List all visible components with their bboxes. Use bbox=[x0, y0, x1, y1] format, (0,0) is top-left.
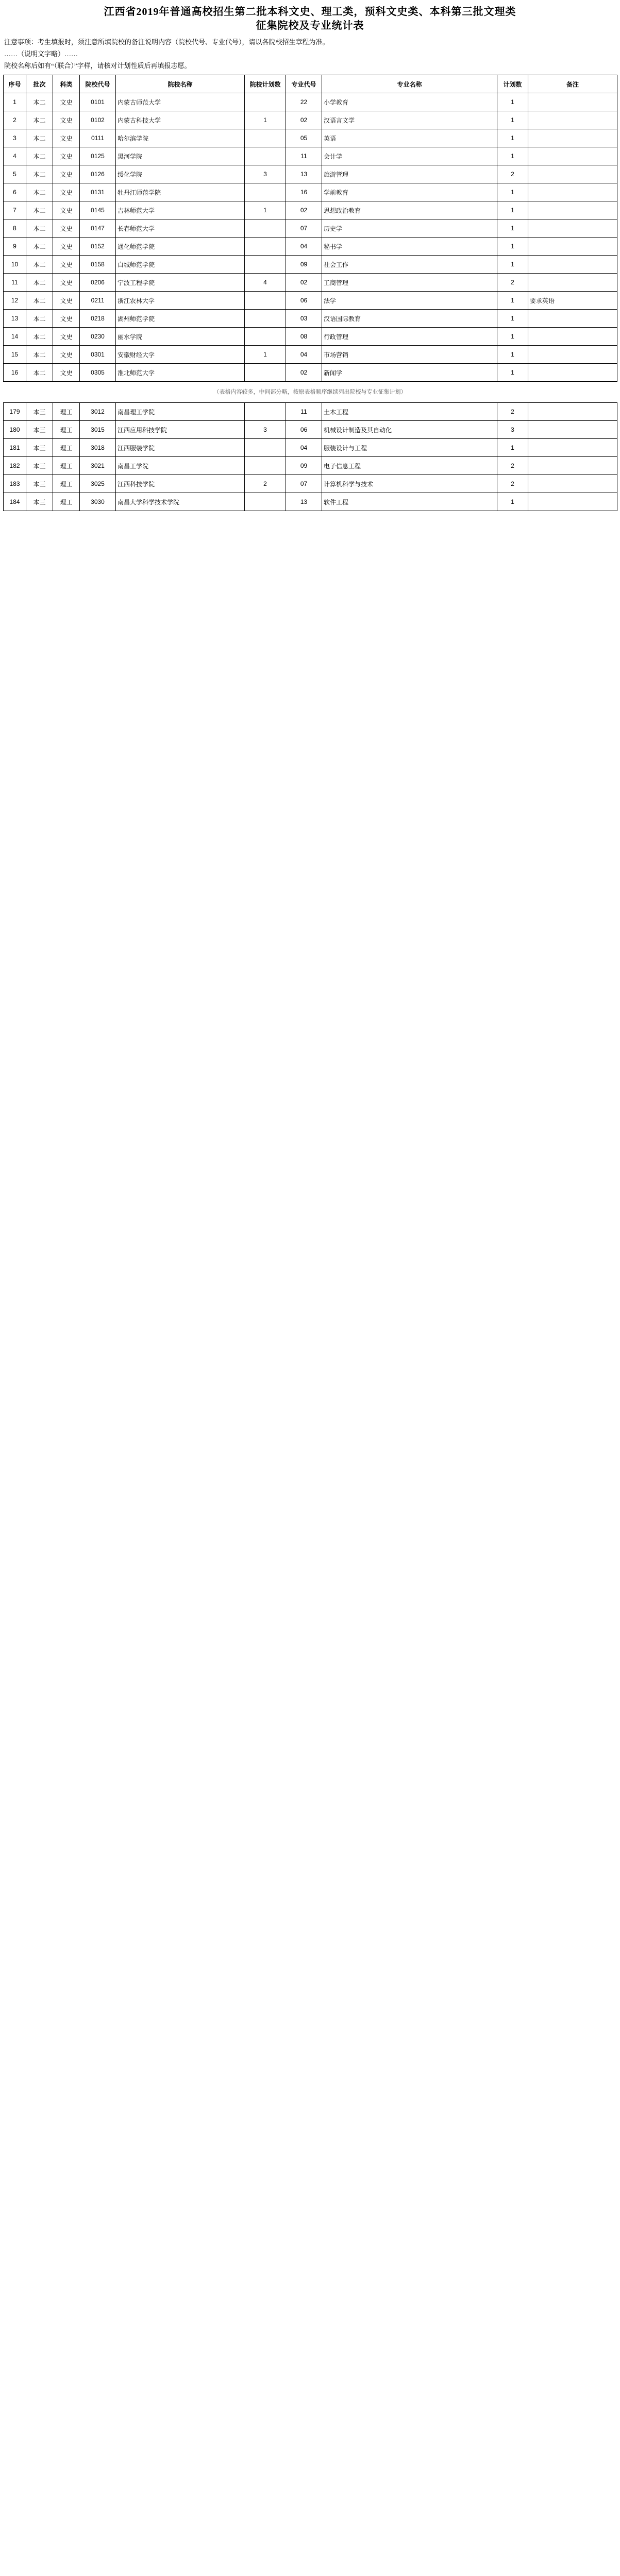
table-cell: 绥化学院 bbox=[116, 165, 245, 183]
table-cell: 本三 bbox=[26, 439, 53, 457]
table-cell: 本二 bbox=[26, 183, 53, 201]
table-cell bbox=[528, 328, 617, 346]
table-cell: 要求英语 bbox=[528, 292, 617, 310]
table-cell: 2 bbox=[497, 403, 528, 421]
table-cell: 09 bbox=[286, 457, 322, 475]
table-cell: 学前教育 bbox=[322, 183, 497, 201]
col-header: 专业名称 bbox=[322, 75, 497, 93]
table-row bbox=[4, 421, 617, 439]
table-cell bbox=[528, 201, 617, 219]
table-cell bbox=[245, 328, 286, 346]
table-cell: 04 bbox=[286, 346, 322, 364]
table-cell: 理工 bbox=[53, 475, 80, 493]
table-cell: 本二 bbox=[26, 165, 53, 183]
table-cell: 江西服装学院 bbox=[116, 439, 245, 457]
table-row bbox=[4, 129, 617, 147]
table-cell: 1 bbox=[245, 111, 286, 129]
table-cell: 1 bbox=[497, 256, 528, 274]
table-cell: 4 bbox=[4, 147, 26, 165]
table-cell: 0158 bbox=[80, 256, 116, 274]
skipped-rows-note: （表格内容较多，中间部分略，按原表格顺序继续列出院校与专业征集计划） bbox=[213, 389, 407, 395]
table-cell bbox=[528, 129, 617, 147]
table-cell: 0126 bbox=[80, 165, 116, 183]
table-cell: 文史 bbox=[53, 238, 80, 256]
table-cell: 08 bbox=[286, 328, 322, 346]
table-cell bbox=[528, 403, 617, 421]
table-cell: 淮北师范大学 bbox=[116, 364, 245, 382]
table-cell: 15 bbox=[4, 346, 26, 364]
table-cell: 07 bbox=[286, 219, 322, 238]
table-cell: 本二 bbox=[26, 310, 53, 328]
table-cell: 3018 bbox=[80, 439, 116, 457]
table-row bbox=[4, 328, 617, 346]
table-cell: 文史 bbox=[53, 256, 80, 274]
table-row bbox=[4, 165, 617, 183]
table-cell bbox=[245, 292, 286, 310]
table-cell: 184 bbox=[4, 493, 26, 511]
table-cell: 0211 bbox=[80, 292, 116, 310]
table-row bbox=[4, 292, 617, 310]
table-cell bbox=[245, 93, 286, 111]
table-cell: 1 bbox=[497, 364, 528, 382]
table-cell: 1 bbox=[497, 439, 528, 457]
table-row bbox=[4, 147, 617, 165]
title-line-2: 征集院校及专业统计表 bbox=[256, 20, 364, 31]
table-row bbox=[4, 346, 617, 364]
table-cell bbox=[245, 147, 286, 165]
table-row bbox=[4, 457, 617, 475]
table-cell: 本二 bbox=[26, 147, 53, 165]
collection-table-tail bbox=[3, 402, 617, 511]
table-cell: 江西科技学院 bbox=[116, 475, 245, 493]
table-cell: 0147 bbox=[80, 219, 116, 238]
table-cell bbox=[245, 493, 286, 511]
table-cell: 09 bbox=[286, 256, 322, 274]
table-cell: 通化师范学院 bbox=[116, 238, 245, 256]
collection-table bbox=[3, 75, 617, 382]
table-cell: 湖州师范学院 bbox=[116, 310, 245, 328]
table-cell: 3 bbox=[245, 421, 286, 439]
table-cell: 1 bbox=[497, 183, 528, 201]
table-cell: 文史 bbox=[53, 111, 80, 129]
table-cell: 4 bbox=[245, 274, 286, 292]
table-cell: 理工 bbox=[53, 403, 80, 421]
table-cell: 1 bbox=[497, 147, 528, 165]
table-cell: 2 bbox=[497, 457, 528, 475]
table-cell: 11 bbox=[4, 274, 26, 292]
table-cell: 0131 bbox=[80, 183, 116, 201]
col-header: 批次 bbox=[26, 75, 53, 93]
table-cell: 长春师范大学 bbox=[116, 219, 245, 238]
table-cell: 0101 bbox=[80, 93, 116, 111]
table-cell: 本二 bbox=[26, 328, 53, 346]
table-cell: 文史 bbox=[53, 147, 80, 165]
table-cell: 安徽财经大学 bbox=[116, 346, 245, 364]
table-cell: 22 bbox=[286, 93, 322, 111]
table-row bbox=[4, 93, 617, 111]
table-cell: 16 bbox=[4, 364, 26, 382]
table-cell: 0218 bbox=[80, 310, 116, 328]
table-cell: 本二 bbox=[26, 238, 53, 256]
table-cell: 南昌大学科学技术学院 bbox=[116, 493, 245, 511]
table-row bbox=[4, 183, 617, 201]
table-cell: 文史 bbox=[53, 310, 80, 328]
table-cell: 土木工程 bbox=[322, 403, 497, 421]
table-cell bbox=[528, 493, 617, 511]
table-cell: 16 bbox=[286, 183, 322, 201]
table-cell: 182 bbox=[4, 457, 26, 475]
note-1: 注意事项：考生填报时，须注意所填院校的备注说明内容（院校代号、专业代号），请以各院校招生章程为准。 bbox=[4, 38, 329, 46]
table-cell: 理工 bbox=[53, 439, 80, 457]
col-header: 备注 bbox=[528, 75, 617, 93]
table-cell: 本二 bbox=[26, 219, 53, 238]
table-cell: 文史 bbox=[53, 346, 80, 364]
table-cell: 1 bbox=[497, 292, 528, 310]
table-cell: 5 bbox=[4, 165, 26, 183]
table-cell bbox=[528, 457, 617, 475]
table-cell: 文史 bbox=[53, 165, 80, 183]
table-cell: 02 bbox=[286, 201, 322, 219]
table-cell bbox=[245, 256, 286, 274]
table-row bbox=[4, 201, 617, 219]
table-cell: 丽水学院 bbox=[116, 328, 245, 346]
table-cell: 05 bbox=[286, 129, 322, 147]
table-cell: 本三 bbox=[26, 457, 53, 475]
table-cell: 10 bbox=[4, 256, 26, 274]
table-cell: 内蒙古科技大学 bbox=[116, 111, 245, 129]
table-cell: 6 bbox=[4, 183, 26, 201]
table-cell: 2 bbox=[245, 475, 286, 493]
table-cell: 04 bbox=[286, 439, 322, 457]
table-cell: 0152 bbox=[80, 238, 116, 256]
table-row bbox=[4, 493, 617, 511]
table-cell: 04 bbox=[286, 238, 322, 256]
table-cell: 文史 bbox=[53, 292, 80, 310]
table-cell: 02 bbox=[286, 111, 322, 129]
table-cell: 2 bbox=[497, 274, 528, 292]
table-cell: 1 bbox=[497, 219, 528, 238]
col-header: 院校名称 bbox=[116, 75, 245, 93]
table-cell bbox=[528, 475, 617, 493]
table-cell: 英语 bbox=[322, 129, 497, 147]
table-row bbox=[4, 256, 617, 274]
table-cell: 电子信息工程 bbox=[322, 457, 497, 475]
table-row bbox=[4, 475, 617, 493]
table-cell bbox=[245, 238, 286, 256]
table-cell bbox=[245, 129, 286, 147]
table-cell: 南昌工学院 bbox=[116, 457, 245, 475]
table-cell bbox=[528, 111, 617, 129]
table-cell: 2 bbox=[497, 165, 528, 183]
table-cell: 2 bbox=[4, 111, 26, 129]
table-cell: 0230 bbox=[80, 328, 116, 346]
table-cell: 3025 bbox=[80, 475, 116, 493]
table-cell: 秘书学 bbox=[322, 238, 497, 256]
col-header: 计划数 bbox=[497, 75, 528, 93]
table-cell: 本二 bbox=[26, 292, 53, 310]
table-cell: 本三 bbox=[26, 475, 53, 493]
table-cell: 本二 bbox=[26, 346, 53, 364]
table-cell: 02 bbox=[286, 364, 322, 382]
col-header: 院校计划数 bbox=[245, 75, 286, 93]
table-cell: 会计学 bbox=[322, 147, 497, 165]
table-cell: 本三 bbox=[26, 493, 53, 511]
table-cell: 理工 bbox=[53, 421, 80, 439]
table-cell: 文史 bbox=[53, 93, 80, 111]
table-cell: 小学教育 bbox=[322, 93, 497, 111]
table-cell: 1 bbox=[497, 111, 528, 129]
table-cell: 浙江农林大学 bbox=[116, 292, 245, 310]
table-cell: 9 bbox=[4, 238, 26, 256]
table-row bbox=[4, 111, 617, 129]
table-row bbox=[4, 310, 617, 328]
table-cell: 汉语言文学 bbox=[322, 111, 497, 129]
table-cell: 哈尔滨学院 bbox=[116, 129, 245, 147]
table-cell: 13 bbox=[4, 310, 26, 328]
table-cell: 文史 bbox=[53, 201, 80, 219]
table-cell: 计算机科学与技术 bbox=[322, 475, 497, 493]
table-cell: 0145 bbox=[80, 201, 116, 219]
col-header: 专业代号 bbox=[286, 75, 322, 93]
table-cell: 183 bbox=[4, 475, 26, 493]
table-cell: 07 bbox=[286, 475, 322, 493]
table-cell: 法学 bbox=[322, 292, 497, 310]
table-cell: 服装设计与工程 bbox=[322, 439, 497, 457]
table-cell: 理工 bbox=[53, 493, 80, 511]
table-cell bbox=[245, 219, 286, 238]
table-cell: 0206 bbox=[80, 274, 116, 292]
table-cell: 3021 bbox=[80, 457, 116, 475]
table-cell: 理工 bbox=[53, 457, 80, 475]
table-cell: 文史 bbox=[53, 274, 80, 292]
table-cell: 0305 bbox=[80, 364, 116, 382]
table-cell: 本二 bbox=[26, 256, 53, 274]
table-cell: 本二 bbox=[26, 93, 53, 111]
table-cell: 1 bbox=[245, 201, 286, 219]
table-cell: 179 bbox=[4, 403, 26, 421]
table-cell bbox=[245, 364, 286, 382]
table-cell: 06 bbox=[286, 421, 322, 439]
table-cell: 本二 bbox=[26, 201, 53, 219]
table-cell bbox=[528, 274, 617, 292]
table-cell: 14 bbox=[4, 328, 26, 346]
table-cell: 文史 bbox=[53, 364, 80, 382]
table-cell: 13 bbox=[286, 493, 322, 511]
table-cell: 本三 bbox=[26, 421, 53, 439]
table-cell: 文史 bbox=[53, 219, 80, 238]
table-cell: 1 bbox=[497, 346, 528, 364]
table-cell: 工商管理 bbox=[322, 274, 497, 292]
table-cell bbox=[528, 421, 617, 439]
table-cell: 新闻学 bbox=[322, 364, 497, 382]
table-cell: 文史 bbox=[53, 328, 80, 346]
table-row bbox=[4, 238, 617, 256]
table-cell: 06 bbox=[286, 292, 322, 310]
title-line-1: 江西省2019年普通高校招生第二批本科文史、理工类，预科文史类、本科第三批文理类 bbox=[104, 6, 516, 18]
table-cell: 文史 bbox=[53, 129, 80, 147]
note-2: ……（说明文字略）…… bbox=[4, 50, 78, 58]
table-cell: 白城师范学院 bbox=[116, 256, 245, 274]
table-cell bbox=[528, 183, 617, 201]
table-cell: 3015 bbox=[80, 421, 116, 439]
table-row bbox=[4, 274, 617, 292]
table-row bbox=[4, 364, 617, 382]
table-cell: 1 bbox=[497, 201, 528, 219]
table-cell bbox=[528, 310, 617, 328]
table-cell: 文史 bbox=[53, 183, 80, 201]
table-cell bbox=[245, 403, 286, 421]
table-cell: 3 bbox=[497, 421, 528, 439]
table-cell: 1 bbox=[497, 93, 528, 111]
note-3: 院校名称后如有“（联合）”字样，请核对计划性质后再填报志愿。 bbox=[4, 62, 191, 70]
table-cell: 11 bbox=[286, 147, 322, 165]
table-cell: 本三 bbox=[26, 403, 53, 421]
table-cell bbox=[528, 439, 617, 457]
table-cell: 社会工作 bbox=[322, 256, 497, 274]
table-cell: 0301 bbox=[80, 346, 116, 364]
table-cell bbox=[528, 256, 617, 274]
table-cell: 思想政治教育 bbox=[322, 201, 497, 219]
table-cell: 2 bbox=[497, 475, 528, 493]
col-header: 院校代号 bbox=[80, 75, 116, 93]
col-header: 科类 bbox=[53, 75, 80, 93]
table-cell: 1 bbox=[4, 93, 26, 111]
table-cell: 3012 bbox=[80, 403, 116, 421]
col-header: 序号 bbox=[4, 75, 26, 93]
table-cell: 本二 bbox=[26, 364, 53, 382]
table-cell: 8 bbox=[4, 219, 26, 238]
table-row bbox=[4, 219, 617, 238]
table-cell bbox=[528, 346, 617, 364]
table-cell bbox=[528, 165, 617, 183]
table-cell: 0102 bbox=[80, 111, 116, 129]
table-body-tail bbox=[4, 403, 617, 511]
table-cell: 1 bbox=[497, 328, 528, 346]
table-body bbox=[4, 93, 617, 382]
table-cell: 本二 bbox=[26, 274, 53, 292]
table-cell: 机械设计制造及其自动化 bbox=[322, 421, 497, 439]
page-title bbox=[3, 5, 617, 33]
table-cell: 本二 bbox=[26, 129, 53, 147]
table-cell: 江西应用科技学院 bbox=[116, 421, 245, 439]
table-cell bbox=[245, 183, 286, 201]
table-cell: 行政管理 bbox=[322, 328, 497, 346]
table-cell: 内蒙古师范大学 bbox=[116, 93, 245, 111]
table-cell: 3030 bbox=[80, 493, 116, 511]
table-cell: 3 bbox=[245, 165, 286, 183]
table-cell bbox=[528, 364, 617, 382]
table-cell: 11 bbox=[286, 403, 322, 421]
table-cell: 12 bbox=[4, 292, 26, 310]
table-cell bbox=[528, 238, 617, 256]
table-cell: 南昌理工学院 bbox=[116, 403, 245, 421]
table-cell: 7 bbox=[4, 201, 26, 219]
table-cell: 03 bbox=[286, 310, 322, 328]
table-cell: 180 bbox=[4, 421, 26, 439]
table-cell: 汉语国际教育 bbox=[322, 310, 497, 328]
table-cell: 1 bbox=[497, 129, 528, 147]
table-cell: 吉林师范大学 bbox=[116, 201, 245, 219]
table-cell: 0125 bbox=[80, 147, 116, 165]
table-cell bbox=[245, 439, 286, 457]
table-cell bbox=[528, 219, 617, 238]
notes bbox=[4, 36, 616, 72]
table-cell bbox=[528, 93, 617, 111]
table-cell: 黑河学院 bbox=[116, 147, 245, 165]
table-row bbox=[4, 403, 617, 421]
table-cell: 宁波工程学院 bbox=[116, 274, 245, 292]
table-cell: 1 bbox=[497, 493, 528, 511]
table-cell bbox=[245, 457, 286, 475]
table-cell bbox=[528, 147, 617, 165]
table-cell: 软件工程 bbox=[322, 493, 497, 511]
table-cell: 3 bbox=[4, 129, 26, 147]
table-cell: 本二 bbox=[26, 111, 53, 129]
table-header bbox=[4, 75, 617, 93]
table-cell: 牡丹江师范学院 bbox=[116, 183, 245, 201]
table-cell: 02 bbox=[286, 274, 322, 292]
table-cell: 历史学 bbox=[322, 219, 497, 238]
table-cell: 市场营销 bbox=[322, 346, 497, 364]
table-cell: 13 bbox=[286, 165, 322, 183]
table-cell: 1 bbox=[245, 346, 286, 364]
table-cell: 旅游管理 bbox=[322, 165, 497, 183]
table-cell: 181 bbox=[4, 439, 26, 457]
table-cell: 0111 bbox=[80, 129, 116, 147]
table-row bbox=[4, 439, 617, 457]
table-cell bbox=[245, 310, 286, 328]
table-cell: 1 bbox=[497, 310, 528, 328]
table-cell: 1 bbox=[497, 238, 528, 256]
